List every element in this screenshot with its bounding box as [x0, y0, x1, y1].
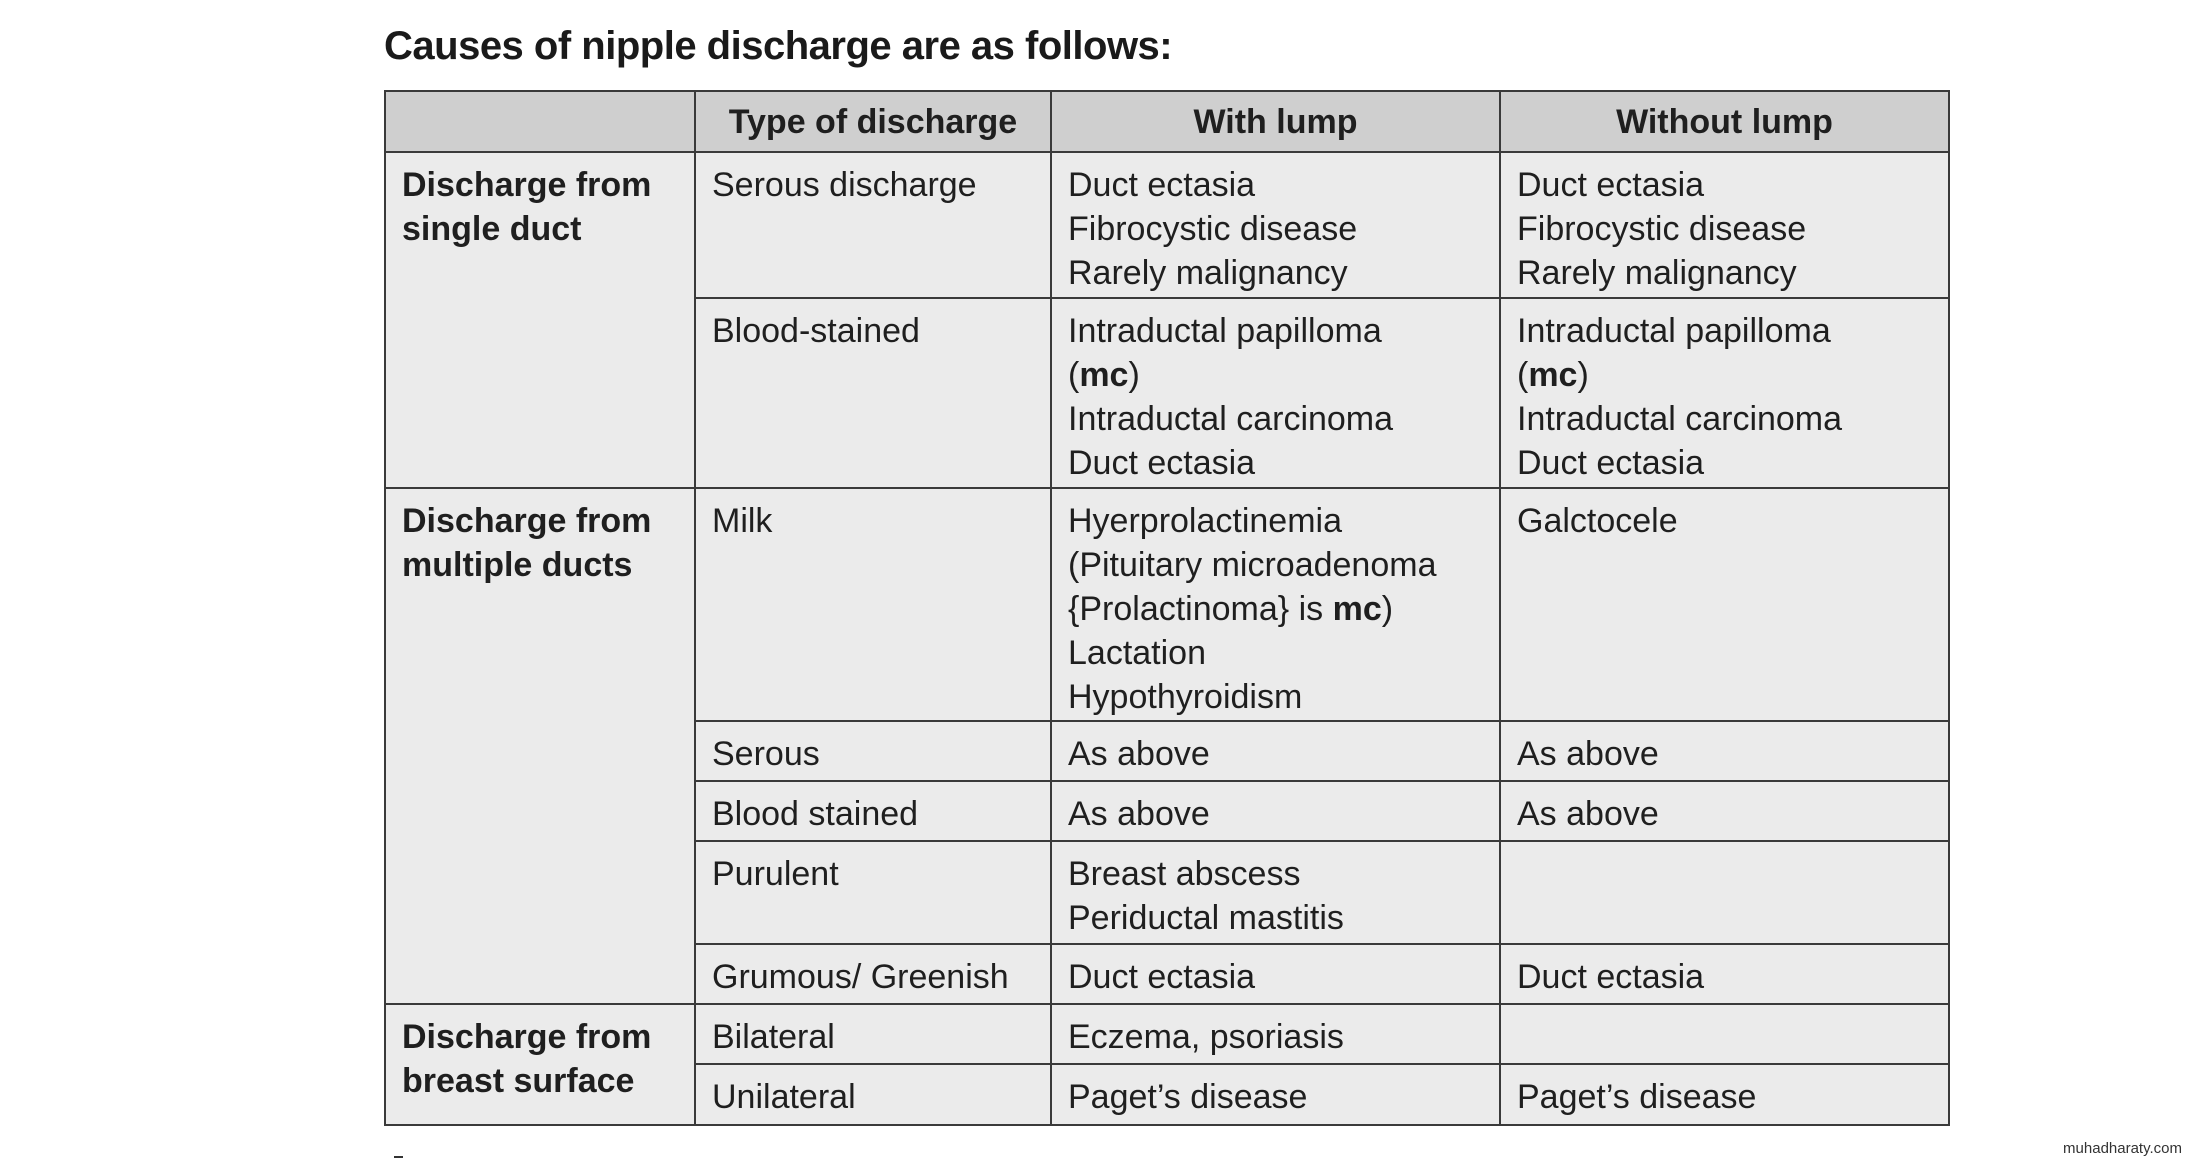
- with-lump-cell: [1051, 944, 1500, 1004]
- cell-line: breast surface: [402, 1062, 635, 1100]
- cell-line: Grumous/ Greenish: [712, 958, 1009, 996]
- text-part: (Pituitary microadenoma: [1068, 546, 1437, 584]
- text-part: Intraductal carcinoma: [1068, 400, 1394, 438]
- cell-line: Rarely malignancy: [1517, 254, 1797, 292]
- without-lump-cell: [1500, 1004, 1949, 1064]
- table-row: [385, 152, 1949, 298]
- group-label-cell: [385, 488, 695, 1004]
- type-cell: [695, 944, 1051, 1004]
- cell-line: [1068, 675, 1483, 719]
- cell-line: Paget’s disease: [1517, 1078, 1757, 1116]
- without-lump-cell: [1500, 721, 1949, 781]
- without-lump-cell: [1500, 298, 1949, 488]
- text-part: (: [1068, 356, 1080, 394]
- cell-line: Duct ectasia: [1068, 958, 1256, 996]
- text-part: Intraductal carcinoma: [1517, 400, 1843, 438]
- without-lump-cell: [1500, 152, 1949, 298]
- cell-line: single duct: [402, 210, 582, 248]
- cell-line: Paget’s disease: [1068, 1078, 1308, 1116]
- watermark: muhadharaty.com: [2063, 1140, 2182, 1157]
- cell-line: Discharge from: [402, 502, 652, 540]
- cell-line: [1068, 543, 1483, 587]
- text-part: Duct ectasia: [1068, 444, 1256, 482]
- cell-line: Discharge from: [402, 1018, 652, 1056]
- table-header-row: [385, 91, 1949, 152]
- cell-line: Periductal mastitis: [1068, 899, 1344, 937]
- text-part: Intraductal papilloma: [1517, 312, 1831, 350]
- without-lump-cell: [1500, 841, 1949, 944]
- type-cell: [695, 721, 1051, 781]
- header-cell-blank: [385, 91, 695, 152]
- with-lump-cell: [1051, 841, 1500, 944]
- cell-line: Rarely malignancy: [1068, 254, 1348, 292]
- with-lump-cell: [1051, 152, 1500, 298]
- causes-table: [384, 90, 1950, 1126]
- cell-line: [1068, 397, 1483, 441]
- cell-line: Milk: [712, 502, 773, 540]
- text-part: ): [1381, 590, 1394, 628]
- type-cell: [695, 488, 1051, 721]
- table-row: [385, 488, 1949, 721]
- type-cell: [695, 1004, 1051, 1064]
- cell-line: As above: [1517, 795, 1659, 833]
- cell-line: Fibrocystic disease: [1517, 210, 1807, 248]
- cell-line: Discharge from: [402, 166, 652, 204]
- cell-line: Eczema, psoriasis: [1068, 1018, 1344, 1056]
- table-body: [385, 152, 1949, 1125]
- cell-line: Serous: [712, 735, 820, 773]
- cell-line: [1068, 441, 1483, 485]
- with-lump-cell: [1051, 781, 1500, 841]
- cell-line: Fibrocystic disease: [1068, 210, 1358, 248]
- header-cell-without-lump: Without lump: [1500, 91, 1949, 152]
- without-lump-cell: [1500, 1064, 1949, 1125]
- cell-line: multiple ducts: [402, 546, 633, 584]
- type-cell: [695, 841, 1051, 944]
- text-part: Duct ectasia: [1517, 444, 1705, 482]
- cell-line: Duct ectasia: [1517, 166, 1705, 204]
- text-part: Hyerprolactinemia: [1068, 502, 1342, 540]
- text-part: ): [1577, 356, 1589, 394]
- header-cell-with-lump: With lump: [1051, 91, 1500, 152]
- cell-line: [1068, 631, 1483, 675]
- cell-line: Purulent: [712, 855, 839, 893]
- type-cell: [695, 298, 1051, 488]
- type-cell: [695, 152, 1051, 298]
- header-cell-type: Type of discharge: [695, 91, 1051, 152]
- text-part: {Prolactinoma} is: [1068, 590, 1333, 628]
- cell-line: As above: [1517, 735, 1659, 773]
- page-title: Causes of nipple discharge are as follows:: [384, 24, 1173, 68]
- cell-line: [1517, 441, 1932, 485]
- page-mark: [394, 1156, 403, 1158]
- with-lump-cell: [1051, 488, 1500, 721]
- cell-line: Breast abscess: [1068, 855, 1301, 893]
- cell-line: Serous discharge: [712, 166, 977, 204]
- type-cell: [695, 781, 1051, 841]
- cell-line: [1068, 587, 1483, 631]
- text-part: Lactation: [1068, 634, 1206, 672]
- text-part: ): [1128, 356, 1140, 394]
- cell-line: Unilateral: [712, 1078, 856, 1116]
- cell-line: [1517, 397, 1932, 441]
- cell-line: Duct ectasia: [1517, 958, 1705, 996]
- emphasis-mc: mc: [1332, 590, 1382, 628]
- cell-line: [1068, 309, 1483, 353]
- table-row: [385, 1004, 1949, 1064]
- emphasis-mc: mc: [1079, 356, 1129, 394]
- cell-line: [1068, 353, 1483, 397]
- group-label-cell: [385, 1004, 695, 1125]
- group-label-cell: [385, 152, 695, 488]
- without-lump-cell: [1500, 781, 1949, 841]
- cell-line: [1517, 353, 1932, 397]
- cell-line: Duct ectasia: [1068, 166, 1256, 204]
- text-part: (: [1517, 356, 1529, 394]
- cell-line: [1517, 309, 1932, 353]
- with-lump-cell: [1051, 721, 1500, 781]
- without-lump-cell: [1500, 488, 1949, 721]
- with-lump-cell: [1051, 1004, 1500, 1064]
- with-lump-cell: [1051, 1064, 1500, 1125]
- emphasis-mc: mc: [1528, 356, 1578, 394]
- cell-line: Blood-stained: [712, 312, 920, 350]
- with-lump-cell: [1051, 298, 1500, 488]
- cell-line: As above: [1068, 795, 1210, 833]
- cell-line: [1068, 499, 1483, 543]
- text-part: Intraductal papilloma: [1068, 312, 1382, 350]
- cell-line: Bilateral: [712, 1018, 835, 1056]
- text-part: Hypothyroidism: [1068, 678, 1303, 716]
- cell-line: As above: [1068, 735, 1210, 773]
- type-cell: [695, 1064, 1051, 1125]
- cell-line: Blood stained: [712, 795, 919, 833]
- cell-line: Galctocele: [1517, 502, 1678, 540]
- without-lump-cell: [1500, 944, 1949, 1004]
